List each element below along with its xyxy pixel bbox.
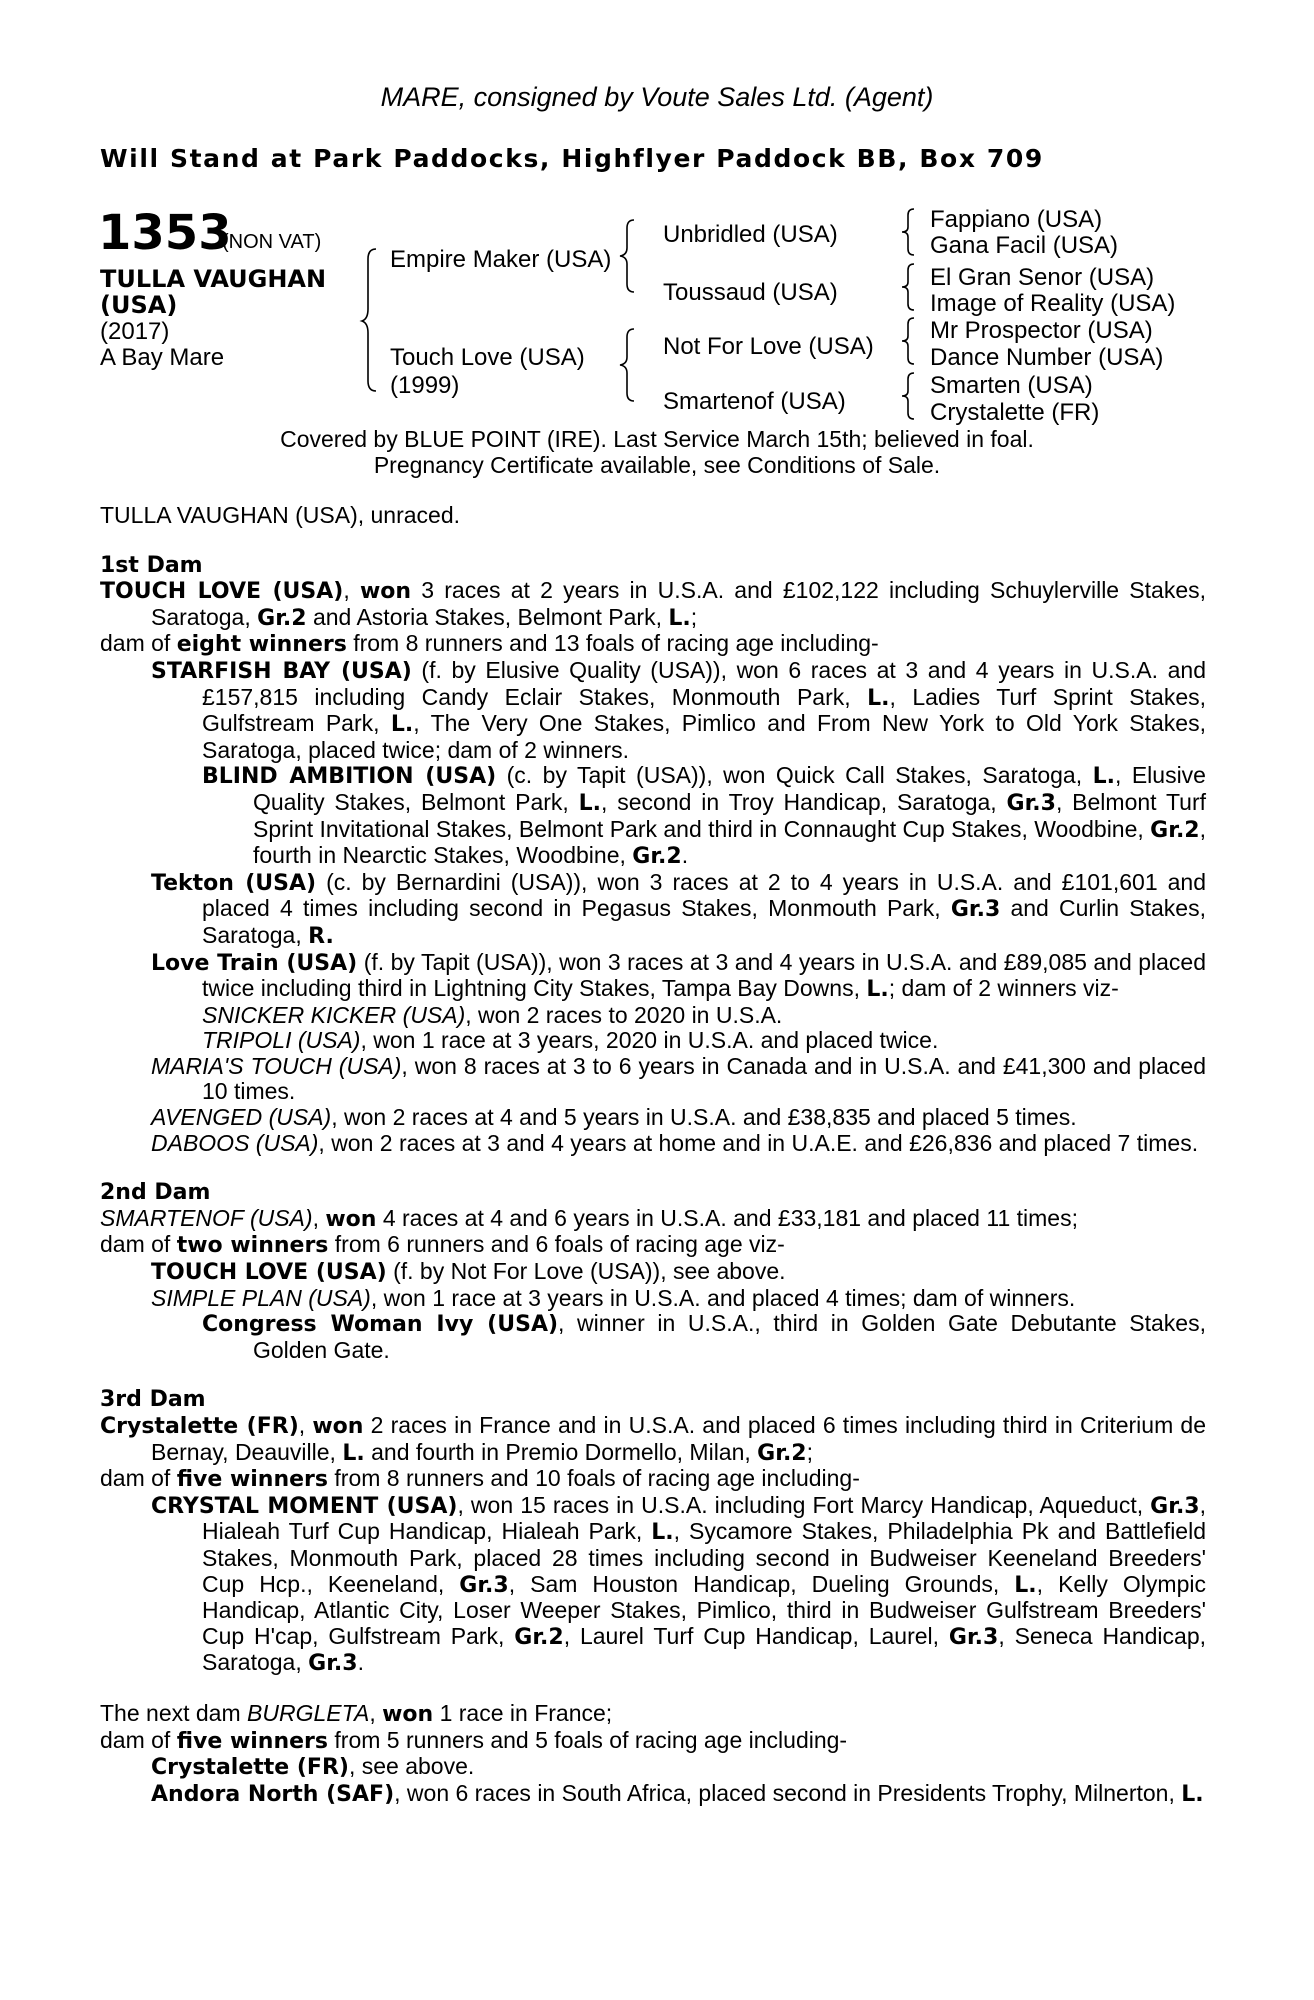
pedigree-dds: Smarten (USA)	[930, 372, 1093, 399]
text: , won 1 race at 3 years, 2020 in U.S.A. and placed twice.	[360, 1027, 939, 1054]
third-dam-produce-summary	[100, 1466, 1206, 1493]
text: dam of	[100, 630, 177, 657]
text: from 8 runners and 10 foals of racing age including-	[328, 1465, 860, 1492]
horse-name: SNICKER KICKER (USA)	[202, 1001, 466, 1028]
text: , won 15 races in U.S.A. including Fort Marcy Handicap, Aqueduct,	[457, 1491, 1151, 1518]
grade: L.	[1014, 1572, 1037, 1598]
text: and Astoria Stakes, Belmont Park,	[306, 603, 669, 630]
text: , Ladies Turf Sprint Stakes, Gulfstream Park,	[202, 683, 1207, 737]
horse-name: TULLA VAUGHAN	[100, 265, 327, 293]
text: , Belmont Turf Sprint Invitational Stakes, Belmont Park and third in Connaught Cup Stakes, Woodbine,	[253, 788, 1206, 842]
next-dam-entry	[100, 1701, 1206, 1728]
text: (c. by Tapit (USA)), won Quick Call Stakes, Saratoga,	[496, 762, 1093, 789]
grade: Gr.3	[1006, 790, 1056, 816]
pedigree-dam-year: (1999)	[390, 372, 460, 399]
produce-simple-plan	[151, 1286, 1206, 1312]
produce-crystal-moment	[151, 1493, 1206, 1677]
text: , Laurel Turf Cup Handicap, Laurel,	[563, 1622, 949, 1649]
produce-marias-touch	[151, 1054, 1206, 1105]
text: , Kelly Olympic Handicap, Atlantic City, Loser Weeper Stakes, Pimlico, third in Budweiser Gulfstream Breeders' Cup H'cap, Gulfstream Park,	[202, 1570, 1206, 1649]
text: , Seneca Handicap, Saratoga,	[202, 1622, 1207, 1676]
dam-name: Crystalette (FR)	[100, 1414, 299, 1439]
grade: Gr.3	[308, 1651, 358, 1677]
text: ; dam of 2 winners viz-	[888, 975, 1119, 1002]
produce-daboos	[151, 1131, 1206, 1157]
pedigree-dam-dam: Smartenof (USA)	[663, 388, 846, 415]
dam-name: TOUCH LOVE (USA)	[100, 579, 344, 605]
grade: Gr.2	[757, 1440, 807, 1466]
produce-crystalette	[151, 1754, 1206, 1781]
text: , won 8 races at 3 to 6 years in Canada and in U.S.A. and £41,300 and placed 10 times.	[202, 1052, 1206, 1105]
grade: Gr.3	[1150, 1493, 1200, 1519]
produce-starfish-bay	[151, 658, 1206, 763]
pedigree-dam: Touch Love (USA)	[390, 344, 585, 371]
third-dam-heading: 3rd Dam	[100, 1387, 206, 1413]
intro-line: TULLA VAUGHAN (USA), unraced.	[100, 502, 461, 528]
text: , Sam Houston Handicap, Dueling Grounds,	[508, 1570, 1015, 1597]
horse-name: TRIPOLI (USA)	[202, 1027, 361, 1054]
produce-snicker-kicker	[202, 1003, 1206, 1029]
won-label: won	[325, 1206, 377, 1232]
vat-status: (NON VAT)	[222, 231, 322, 253]
grade: L.	[651, 1520, 674, 1546]
text: , The Very One Stakes, Pimlico and From New York to Old York Stakes, Saratoga, placed twice; dam of 2 winners.	[202, 710, 1206, 763]
horse-name: Crystalette (FR)	[151, 1755, 349, 1781]
pedigree-bracket-dd	[902, 371, 918, 421]
text: dam of	[100, 1231, 177, 1258]
dam-name: SMARTENOF (USA)	[100, 1204, 313, 1231]
first-dam-produce-summary	[100, 631, 1206, 658]
horse-name: Congress Woman Ivy (USA)	[202, 1312, 559, 1338]
text: (f. by Elusive Quality (USA)), won 6 races at 3 and 4 years in U.S.A. and £157,815 including Candy Eclair Stakes, Monmouth Park,	[202, 656, 1206, 710]
text: ;	[806, 1438, 813, 1465]
text: ,	[312, 1204, 319, 1231]
text: 3 races at 2 years in U.S.A. and £102,122 including Schuylerville Stakes, Saratoga,	[151, 577, 1207, 630]
horse-name: STARFISH BAY (USA)	[151, 658, 412, 684]
horse-name: SIMPLE PLAN (USA)	[151, 1284, 371, 1311]
grade: L.	[866, 977, 889, 1003]
produce-tekton	[151, 870, 1206, 950]
dam-name: BURGLETA	[247, 1699, 370, 1726]
produce-record	[100, 503, 1206, 1807]
winners-count: eight winners	[176, 632, 347, 658]
third-dam-entry	[100, 1413, 1206, 1466]
lot-number: 1353	[98, 205, 232, 261]
consignor-heading: MARE, consigned by Voute Sales Ltd. (Agent)	[380, 82, 934, 112]
text: ,	[369, 1699, 383, 1726]
text: , won 6 races in South Africa, placed second in Presidents Trophy, Milnerton,	[394, 1779, 1182, 1806]
pedigree-sds: El Gran Senor (USA)	[930, 264, 1155, 291]
won-label: won	[359, 579, 412, 605]
text: ;	[690, 603, 698, 630]
text: , see above.	[348, 1753, 475, 1780]
text: and fourth in Premio Dormello, Milan,	[364, 1438, 758, 1465]
produce-congress-woman-ivy	[202, 1311, 1206, 1363]
text: dam of	[100, 1726, 177, 1753]
horse-name: Andora North (SAF)	[151, 1781, 395, 1807]
text: .	[681, 842, 689, 869]
produce-blind-ambition	[202, 763, 1206, 869]
grade: L.	[1181, 1781, 1204, 1807]
winners-count: five winners	[176, 1728, 329, 1754]
text: (c. by Bernardini (USA)), won 3 races at 2 to 4 years in U.S.A. and £101,601 and placed 4 times including second in Pegasus Stakes, Monmouth Park,	[202, 868, 1206, 922]
horse-description: A Bay Mare	[100, 344, 225, 371]
produce-andora-north	[151, 1781, 1206, 1808]
grade: L.	[578, 790, 602, 816]
pedigree-ddd: Crystalette (FR)	[930, 399, 1100, 426]
text: , won 2 races at 3 and 4 years at home and in U.A.E. and £26,836 and placed 7 times.	[318, 1129, 1199, 1156]
pedigree-bracket-ds	[902, 316, 918, 366]
pedigree-sire-dam: Toussaud (USA)	[663, 279, 838, 306]
second-dam-entry	[100, 1206, 1206, 1233]
text: ,	[298, 1412, 306, 1438]
second-dam-produce-summary	[100, 1232, 1206, 1259]
won-label: won	[382, 1701, 434, 1727]
second-dam-heading: 2nd Dam	[100, 1180, 211, 1206]
horse-name: DABOOS (USA)	[151, 1129, 319, 1156]
pedigree-sss: Fappiano (USA)	[930, 206, 1103, 233]
horse-name: TOUCH LOVE (USA)	[151, 1260, 387, 1286]
horse-name: Tekton (USA)	[151, 870, 317, 896]
grade: L.	[867, 685, 890, 711]
pedigree-sdd: Image of Reality (USA)	[930, 290, 1176, 317]
produce-avenged	[151, 1105, 1206, 1131]
text: 1 race in France;	[433, 1699, 613, 1726]
grade: L.	[1092, 764, 1115, 790]
grade: Gr.2	[514, 1624, 564, 1650]
pedigree-dam-sire: Not For Love (USA)	[663, 333, 874, 360]
grade: Gr.2	[632, 844, 682, 870]
pedigree-dsd: Dance Number (USA)	[930, 344, 1164, 371]
text: from 6 runners and 6 foals of racing age viz-	[328, 1231, 785, 1258]
first-dam-entry: TOUCH LOVE (USA), won 3 races at 2 years in U.S.A. and £102,122 including Schuylerville Stakes, Saratoga, Gr.2 and Astoria Stakes, Belmont Park, L.;	[100, 577, 1207, 631]
won-label: won	[312, 1414, 364, 1439]
grade: Gr.2	[257, 605, 307, 631]
text: , second in Troy Handicap, Saratoga,	[601, 788, 1007, 815]
text: (f. by Tapit (USA)), won 3 races at 3 and 4 years in U.S.A. and £89,085 and placed twice including third in Lightning City Stakes, Tampa Bay Downs,	[202, 948, 1207, 1002]
stand-location: Will Stand at Park Paddocks, Highflyer Paddock BB, Box 709	[100, 144, 1044, 173]
text: and Curlin Stakes, Saratoga,	[202, 895, 1206, 948]
produce-love-train	[151, 950, 1206, 1003]
next-dam-produce-summary	[100, 1728, 1206, 1755]
covered-line: Covered by BLUE POINT (IRE). Last Service March 15th; believed in foal.	[280, 426, 1034, 452]
text: dam of	[100, 1465, 177, 1492]
horse-name-country: (USA)	[100, 291, 178, 319]
text: , Elusive Quality Stakes, Belmont Park,	[253, 762, 1206, 815]
winners-count: two winners	[176, 1233, 329, 1259]
grade: Gr.2	[1150, 817, 1200, 843]
text: , Hialeah Turf Cup Handicap, Hialeah Park,	[202, 1491, 1206, 1545]
text: from 5 runners and 5 foals of racing age including-	[328, 1726, 848, 1753]
grade: Gr.3	[950, 897, 1001, 923]
text: , winner in U.S.A., third in Golden Gate Debutante Stakes, Golden Gate.	[253, 1310, 1206, 1363]
horse-name: CRYSTAL MOMENT (USA)	[151, 1493, 458, 1519]
winners-count: five winners	[176, 1467, 329, 1493]
pedigree-bracket-sire	[620, 218, 640, 294]
grade: L.	[390, 712, 414, 738]
produce-touch-love	[151, 1259, 1206, 1286]
grade: R.	[308, 923, 334, 949]
pregnancy-line: Pregnancy Certificate available, see Conditions of Sale.	[373, 452, 941, 478]
grade: Gr.3	[948, 1624, 999, 1650]
grade: L.	[342, 1440, 365, 1466]
pedigree-bracket-sd	[902, 262, 918, 312]
text: The next dam	[100, 1699, 248, 1726]
text: , won 2 races at 4 and 5 years in U.S.A. and £38,835 and placed 5 times.	[331, 1104, 1077, 1131]
horse-name: AVENGED (USA)	[151, 1104, 332, 1131]
horse-name: BLIND AMBITION (USA)	[202, 764, 497, 790]
pedigree-bracket-main	[362, 247, 382, 395]
text: , won 2 races to 2020 in U.S.A.	[465, 1001, 783, 1028]
text: , fourth in Nearctic Stakes, Woodbine,	[253, 815, 1206, 869]
pedigree-bracket-dam	[620, 327, 640, 403]
pedigree-sire-sire: Unbridled (USA)	[663, 221, 838, 248]
text: .	[357, 1649, 364, 1676]
first-dam-heading: 1st Dam	[100, 552, 203, 578]
text: , Sycamore Stakes, Philadelphia Pk and Battlefield Stakes, Monmouth Park, placed 28 times including second in Budweiser Keeneland Breeders' Cup Hcp., Keeneland,	[202, 1518, 1206, 1597]
foaling-year: (2017)	[100, 318, 170, 345]
text: 2 races in France and in U.S.A. and placed 6 times including third in Criterium de Bernay, Deauville,	[151, 1412, 1207, 1465]
grade: L.	[668, 605, 691, 631]
pedigree-dss: Mr Prospector (USA)	[930, 317, 1153, 344]
pedigree-bracket-ss	[902, 207, 918, 257]
text: (f. by Not For Love (USA)), see above.	[386, 1258, 786, 1285]
grade: Gr.3	[459, 1572, 509, 1598]
horse-name: MARIA'S TOUCH (USA)	[151, 1052, 402, 1079]
produce-tripoli	[202, 1028, 1206, 1054]
text: 4 races at 4 and 6 years in U.S.A. and £33,181 and placed 11 times;	[376, 1204, 1078, 1231]
pedigree-ssd: Gana Facil (USA)	[930, 232, 1119, 259]
text: , won 1 race at 3 years in U.S.A. and placed 4 times; dam of winners.	[370, 1284, 1076, 1311]
text: from 8 runners and 13 foals of racing age including-	[346, 630, 879, 657]
horse-name: Love Train (USA)	[151, 950, 358, 976]
pedigree-sire: Empire Maker (USA)	[390, 246, 612, 273]
